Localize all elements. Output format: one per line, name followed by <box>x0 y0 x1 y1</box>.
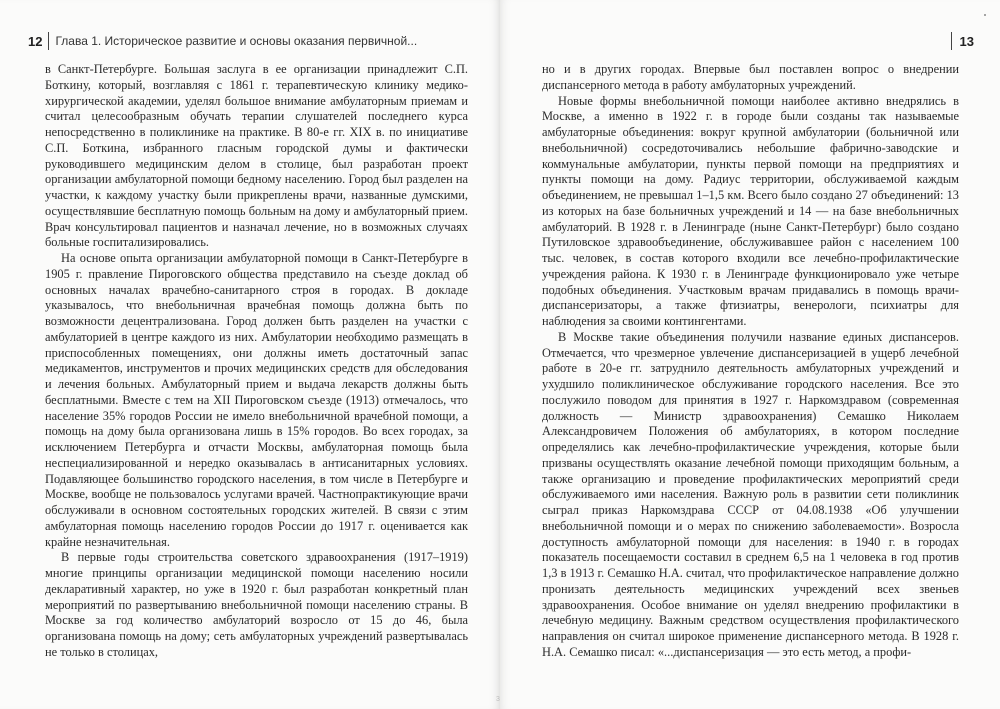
running-chapter-title: Глава 1. Историческое развитие и основы оказания первичной... <box>55 34 418 48</box>
header-divider <box>951 32 952 50</box>
left-page-header <box>28 30 417 52</box>
right-page-header <box>951 30 974 52</box>
paragraph: Новые формы внебольничной помощи наиболее активно внедрялись в Москве, а именно в 1922 г. в городе были созданы так называемые амбулаторные объединения: вокруг крупной амбулатории (больничной или внебольничной) сосредоточивались небольшие фабрично-заводские и коммунальные амбулатории, пункты первой помощи на предприятиях и пункты помощи на дому. Радиус территории, обслуживаемой каждым объединением, не превышал 1–1,5 км. Всего было создано 27 объединений: 13 из которых на базе больничных учреждений и 14 — на базе внебольничных амбулаторий. В 1928 г. в Ленинграде (ныне Санкт-Петербург) было создано Путиловское здравообъединение, обслуживавшее район с населением 100 тыс. человек, в состав которого входили все лечебно-профилактические учреждения района. К 1930 г. в Ленинграде функционировало уже четыре подобных объединения. Участковым врачам придавались в помощь врачи-диспансеризаторы, а также фтизиатры, венерологи, психиатры для наблюдения за своими контингентами. <box>542 93 959 328</box>
right-page-body <box>542 62 959 661</box>
header-divider <box>48 32 49 50</box>
right-page-number: 13 <box>959 33 974 49</box>
left-page-number: 12 <box>28 33 43 49</box>
paragraph: в Санкт-Петербурге. Большая заслуга в ее организации принадлежит С.П. Боткину, который, возглавляя с 1861 г. терапевтическую клинику медико-хирургической академии, уделял большое внимание амбулаторным приемам и считал целесообразным обучать терапии слушателей последнего курса непосредственно в поликлинике на практике. В 80-е гг. XIX в. по инициативе С.П. Боткина, избранного гласным городской думы и фактически руководившего медицинским делом в столице, был разработан проект организации амбулаторной помощи бедному населению. Город был разделен на участки, к каждому участку были прикреплены врачи, названные думскими, осуществлявшие бесплатную помощь больным на дому и амбулаторный прием. Врач консультировал пациентов и назначал лечение, но в возможных случаях больные госпитализировались. <box>45 62 468 250</box>
right-page <box>500 0 1000 709</box>
paragraph: На основе опыта организации амбулаторной помощи в Санкт-Петербурге в 1905 г. правление Пироговского общества представило на съезде доклад об основных началах врачебно-санитарного строя в городах. В докладе указывалось, что внебольничная врачебная помощь должна быть по возможности децентрализована. Город должен быть разделен на участки с амбулаторией в центре каждого из них. Амбулатории необходимо размещать в приспособленных помещениях, они должны иметь достаточный запас медикаментов, инструментов и прочих медицинских средств для обследования и лечения больных. Амбулаторный прием и выдача лекарств должны быть бесплатными. Вместе с тем на XII Пироговском съезде (1913) отмечалось, что население 35% городов России не имело внебольничной врачебной помощи, а помощь на дому была организована лишь в 15% городов. Во всех городах, за исключением Петербурга и отчасти Москвы, амбулаторная помощь была неспециализированной и нередко оказывалась в антисанитарных условиях. Подавляющее большинство городского населения, в том числе в Петербурге и Москве, вообще не пользовалось услугами врачей. Частнопрактикующие врачи обслуживали в основном состоятельных городских жителей. В связи с этим амбулаторная помощь населению городов России до 1917 г. оценивается как крайне незначительная. <box>45 251 468 549</box>
left-page-body <box>45 62 468 661</box>
corner-mark <box>984 14 986 16</box>
paragraph: В первые годы строительства советского здравоохранения (1917–1919) многие принципы организации медицинской помощи населению носили декларативный характер, но уже в 1920 г. был разработан конкретный план мероприятий по развертыванию внебольничной помощи населению страны. В Москве за год количество амбулаторий возросло от 15 до 46, была организована помощь на дому; сеть амбулаторных учреждений развертывалась не только в столицах, <box>45 550 468 659</box>
paragraph: В Москве такие объединения получили название единых диспансеров. Отмечается, что чрезмерное увлечение диспансеризацией в ущерб лечебной работе в 20-е гг. затруднило деятельность амбулаторных учреждений и ухудшило поликлиническое обслуживание городского населения. Все это послужило поводом для принятия в 1927 г. Наркомздравом (современная должность — Министр здравоохранения) Семашко Николаем Александровичем Положения об амбулаториях, в котором последние определялись как лечебно-профилактические учреждения, которые были призваны осуществлять оказание лечебной помощи приходящим больным, а также организацию и проведение профилактических мероприятий среди обслуживаемого ими населения. Важную роль в развитии сети поликлиник сыграл приказ Наркомздрава СССР от 04.08.1938 «Об улучшении внебольничной помощи и о мерах по снижению заболеваемости». Возросла доступность амбулаторной помощи для населения: в 1940 г. в городах показатель посещаемости составил в среднем 6,5 на 1 человека в год против 1,3 в 1913 г. Семашко Н.А. считал, что профилактическое направление должно пронизать деятельность медицинских учреждений всех звеньев здравоохранения. Особое внимание он уделял внедрению профилактики в лечебную медицину. Важным средством осуществления профилактического направления он считал широкое применение диспансерного метода. В 1928 г. Н.А. Семашко писал: «...диспансеризация — это есть метод, а профи- <box>542 329 959 659</box>
footer-mark: 3 <box>496 696 500 703</box>
paragraph: но и в других городах. Впервые был поставлен вопрос о внедрении диспансерного метода в работу амбулаторных учреждений. <box>542 62 959 92</box>
